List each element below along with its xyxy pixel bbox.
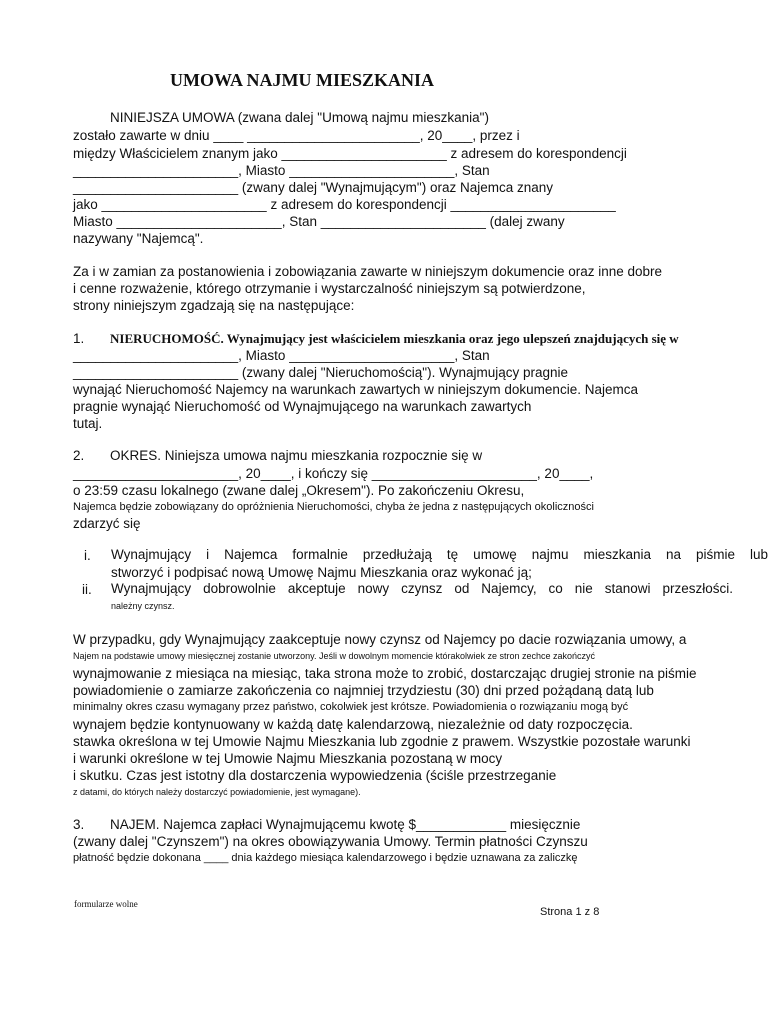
consideration-line: strony niniejszym zgadzają się na następujące: [73,298,355,313]
intro-line: między Właścicielem znanym jako ______________________ z adresem do korespondencji [73,146,627,161]
intro-line: zostało zawarte w dniu ____ _______________________, 20____, przez i [73,128,520,143]
list-item-marker: ii. [82,582,92,597]
list-item-continuation: należny czynsz. [111,601,175,611]
section-3-line: NAJEM. Najemca zapłaci Wynajmującemu kwotę $____________ miesięcznie [110,817,581,832]
section-2-line: zdarzyć się [73,516,141,531]
section-2-heading: OKRES. Niniejsza umowa najmu mieszkania rozpocznie się w [110,448,483,463]
holdover-line: z datami, do których należy dostarczyć powiadomienie, jest wymagane). [73,787,361,797]
holdover-line: stawka określona w tej Umowie Najmu Mieszkania lub zgodnie z prawem. Wszystkie pozostałe warunki [73,734,691,749]
page-number: Strona 1 z 8 [540,906,600,918]
holdover-line: wynajmowanie z miesiąca na miesiąc, taka strona może to zrobić, dostarczając drugiej stronie na piśmie [73,666,697,681]
holdover-line: powiadomienie o zamiarze zakończenia co najmniej trzydziestu (30) dni przed pożądaną datą lub [73,683,654,698]
document-title: UMOWA NAJMU MIESZKANIA [170,70,435,90]
section-2-number: 2. [73,448,85,463]
intro-line: jako ______________________ z adresem do korespondencji ______________________ [73,197,616,212]
holdover-line: Najem na podstawie umowy miesięcznej zostanie utworzony. Jeśli w dowolnym momencie którakolwiek ze stron zechce zakończyć [73,651,596,661]
intro-line: ______________________, Miasto ______________________, Stan [73,163,490,178]
list-item-marker: i. [84,548,91,563]
section-1-heading: NIERUCHOMOŚĆ. Wynajmujący jest właścicielem mieszkania oraz jego ulepszeń znajdujących się w [110,331,679,346]
list-item-text: Wynajmujący i Najemca formalnie przedłużają tę umowę najmu mieszkania na piśmie lub [111,547,768,562]
section-1-line: wynająć Nieruchomość Najemcy na warunkach zawartych w niniejszym dokumencie. Najemca [73,382,638,397]
intro-line: NINIEJSZA UMOWA (zwana dalej "Umową najmu mieszkania") [110,110,489,125]
section-3-line: (zwany dalej "Czynszem") na okres obowiązywania Umowy. Termin płatności Czynszu [73,834,588,849]
consideration-line: i cenne rozważenie, którego otrzymanie i wystarczalność niniejszym są potwierdzone, [73,281,586,296]
list-item-continuation: stworzyć i podpisać nową Umowę Najmu Mieszkania oraz wykonać ją; [111,565,532,580]
section-2-line: ______________________, 20____, i kończy się ______________________, 20____, [73,466,594,481]
section-1-line: ______________________, Miasto ______________________, Stan [73,348,490,363]
section-2-line: Najemca będzie zobowiązany do opróżnienia Nieruchomości, chyba że jedna z następujących okoliczności [73,501,594,513]
intro-line: ______________________ (zwany dalej "Wynajmującym") oraz Najemca znany [73,180,553,195]
section-1-line: tutaj. [73,416,103,431]
holdover-line: minimalny okres czasu wymagany przez państwo, cokolwiek jest krótsze. Powiadomienia o rozwiązaniu mogą być [73,701,629,713]
intro-line: Miasto ______________________, Stan ______________________ (dalej zwany [73,214,565,229]
list-item-text: Wynajmujący dobrowolnie akceptuje nowy czynsz od Najemcy, co nie stanowi przeszłości. [111,581,733,596]
section-1-line: ______________________ (zwany dalej "Nieruchomością"). Wynajmujący pragnie [73,365,569,380]
section-2-line: o 23:59 czasu lokalnego (zwane dalej „Okresem"). Po zakończeniu Okresu, [73,483,525,498]
section-3-line: płatność będzie dokonana ____ dnia każdego miesiąca kalendarzowego i będzie uznawana za zaliczkę [73,852,578,864]
holdover-line: i skutku. Czas jest istotny dla dostarczenia wypowiedzenia (ściśle przestrzeganie [73,768,557,783]
holdover-line: W przypadku, gdy Wynajmujący zaakceptuje nowy czynsz od Najemcy po dacie rozwiązania umowy, a [73,632,687,647]
section-1-line: pragnie wynająć Nieruchomość od Wynajmującego na warunkach zawartych [73,399,532,414]
section-3-number: 3. [73,817,85,832]
holdover-line: i warunki określone w tej Umowie Najmu Mieszkania pozostaną w mocy [73,751,503,766]
consideration-line: Za i w zamian za postanowienia i zobowiązania zawarte w niniejszym dokumencie oraz inne dobre [73,264,663,279]
section-1-number: 1. [73,331,85,346]
holdover-line: wynajem będzie kontynuowany w każdą datę kalendarzową, niezależnie od daty rozpoczęcia. [73,717,633,732]
intro-line: nazywany "Najemcą". [73,231,204,246]
footer-brand: formularze wolne [74,899,138,909]
